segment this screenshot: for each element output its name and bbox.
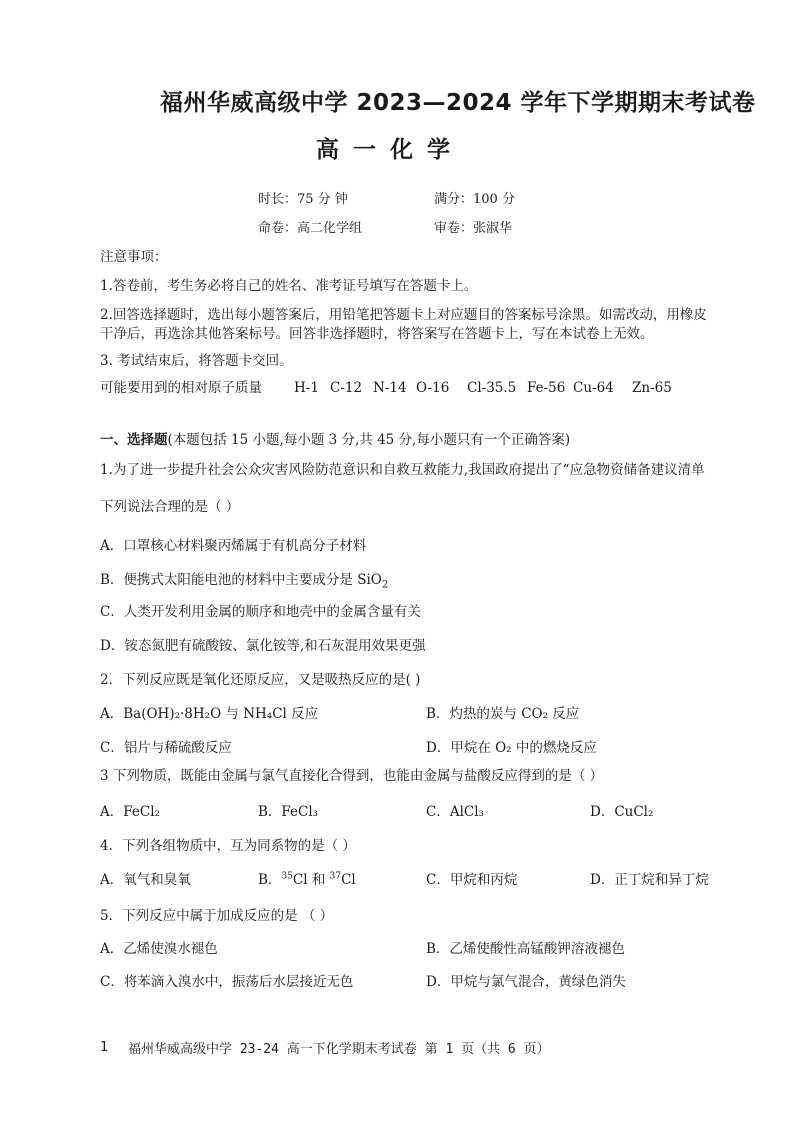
atomic-mass-cu: Cu-64 <box>573 380 614 396</box>
q1-option-b <box>100 568 388 591</box>
q4-option-b-label: B． <box>258 872 282 888</box>
q4-option-b-middle: Cl 和 <box>292 872 330 888</box>
q3-option-c: C．AlCl₃ <box>426 804 484 820</box>
exam-title: 福州华威高级中学 2023—2024 学年下学期期末考试卷 <box>160 90 756 116</box>
atomic-mass-h: H-1 <box>294 380 319 396</box>
q1-option-a: A．口罩核心材料聚丙烯属于有机高分子材料 <box>100 538 367 554</box>
q3-option-d: D．CuCl₂ <box>590 804 654 820</box>
q4-option-b-mass-35: 35 <box>281 871 293 882</box>
q1-option-c: C．人类开发利用金属的顺序和地壳中的金属含量有关 <box>100 604 421 620</box>
section-1-title: 一、选择题 <box>100 432 168 448</box>
q2-option-d: D．甲烷在 O₂ 中的燃烧反应 <box>426 740 597 756</box>
atomic-mass-o: O-16 <box>416 380 450 396</box>
q3-option-a: A．FeCl₂ <box>100 804 160 820</box>
section-1-heading <box>100 428 570 448</box>
q4-option-b-mass-37: 37 <box>329 871 342 882</box>
notes-heading: 注意事项： <box>100 249 168 265</box>
exam-duration: 时长：75 分 钟 <box>258 192 348 207</box>
exam-reviewer: 审卷：张淑华 <box>434 221 513 236</box>
footer-text: 福州华威高级中学 23-24 高一下化学期末考试卷 第 1 页（共 6 页） <box>128 1042 550 1057</box>
atomic-mass-zn: Zn-65 <box>632 380 672 396</box>
q5-option-d: D．甲烷与氯气混合，黄绿色消失 <box>426 974 626 990</box>
q1-option-d: D．铵态氮肥有硫酸铵、氯化铵等,和石灰混用效果更强 <box>100 638 426 654</box>
q3-option-b: B．FeCl₃ <box>258 804 319 820</box>
q2-option-c: C．铝片与稀硫酸反应 <box>100 740 232 756</box>
q1-stem-line-1: 1.为了进一步提升社会公众灾害风险防范意识和自救互救能力,我国政府提出了“应急物资储备建议清单 <box>100 462 705 478</box>
q5-stem: 5．下列反应中属于加成反应的是 （ ） <box>100 908 334 924</box>
q4-option-d: D．正丁烷和异丁烷 <box>590 872 709 888</box>
exam-full-score: 满分：100 分 <box>434 192 515 207</box>
atomic-mass-c: C-12 <box>330 380 363 396</box>
note-item-2-line-2: 干净后，再选涂其他答案标号。回答非选择题时，将答案写在答题卡上，写在本试卷上无效。 <box>100 326 654 342</box>
q3-stem: 3 下列物质，既能由金属与氯气直接化合得到，也能由金属与盐酸反应得到的是（ ） <box>100 768 604 784</box>
q5-option-c: C．将苯滴入溴水中，振荡后水层接近无色 <box>100 974 354 990</box>
exam-subject: 高一化学 <box>316 137 464 163</box>
q1-option-b-text: B．便携式太阳能电池的材料中主要成分是 SiO <box>100 572 382 588</box>
q4-option-b <box>258 868 356 888</box>
atomic-mass-fe: Fe-56 <box>527 380 566 396</box>
q2-option-a: A．Ba(OH)₂·8H₂O 与 NH₄Cl 反应 <box>100 706 319 722</box>
exam-author: 命卷：高二化学组 <box>258 221 363 236</box>
q5-option-b: B．乙烯使酸性高锰酸钾溶液褪色 <box>426 941 625 957</box>
note-item-2-line-1: 2.回答选择题时，选出每小题答案后，用铅笔把答题卡上对应题目的答案标号涂黑。如需改动，用橡皮 <box>100 307 707 323</box>
section-1-description: (本题包括 15 小题,每小题 3 分,共 45 分,每小题只有一个正确答案) <box>167 432 571 448</box>
q5-option-a: A．乙烯使溴水褪色 <box>100 941 218 957</box>
q4-option-c: C．甲烷和丙烷 <box>426 872 518 888</box>
q4-option-a: A．氧气和臭氧 <box>100 872 191 888</box>
q1-option-b-subscript: 2 <box>381 579 389 591</box>
q1-stem-line-2: 下列说法合理的是（ ） <box>100 499 240 515</box>
q2-option-b: B．灼热的炭与 CO₂ 反应 <box>426 706 580 722</box>
q4-stem: 4．下列各组物质中，互为同系物的是（ ） <box>100 838 356 854</box>
q2-stem: 2．下列反应既是氧化还原反应，又是吸热反应的是( ) <box>100 672 421 688</box>
note-item-3: 3. 考试结束后，将答题卡交回。 <box>100 353 293 369</box>
atomic-mass-n: N-14 <box>373 380 407 396</box>
footer-page-number: 1 <box>100 1040 108 1055</box>
q4-option-b-end: Cl <box>341 872 356 888</box>
atomic-mass-label: 可能要用到的相对原子质量 <box>100 380 262 396</box>
note-item-1: 1.答卷前，考生务必将自己的姓名、准考证号填写在答题卡上。 <box>100 278 478 294</box>
atomic-mass-cl: Cl-35.5 <box>467 380 517 396</box>
